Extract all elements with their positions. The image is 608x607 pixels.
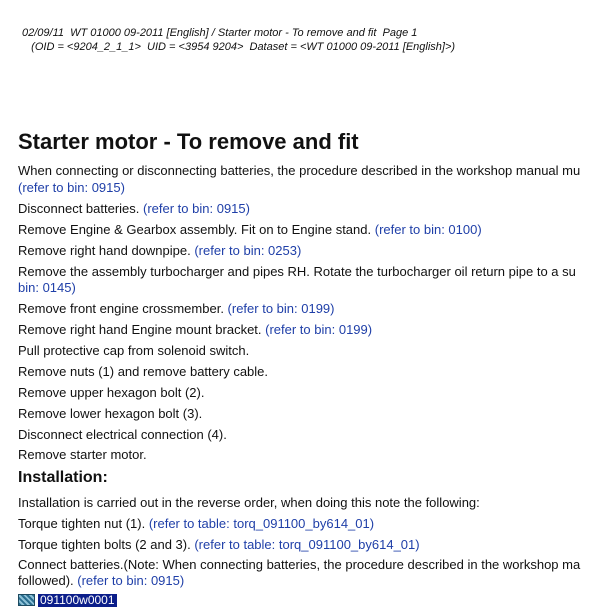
step-text: Remove Engine & Gearbox assembly. Fit on to Engine stand. <box>18 222 375 237</box>
page-title: Starter motor - To remove and fit <box>18 129 359 154</box>
step-text: Disconnect batteries. <box>18 201 144 216</box>
step-link[interactable]: (refer to bin: 0915) <box>77 573 185 588</box>
step-link[interactable]: (refer to table: torq_091100_by614_01) <box>148 516 375 531</box>
intro-link[interactable]: (refer to bin: 0915) <box>18 180 125 195</box>
installation-heading: Installation: <box>18 469 108 486</box>
step-link[interactable]: (refer to bin: 0199) <box>265 322 373 337</box>
step-link[interactable]: (refer to bin: 0199) <box>227 301 335 316</box>
step-link[interactable]: bin: 0145) <box>18 280 76 295</box>
step-remove-turbocharger: Remove the assembly turbocharger and pipes RH. Rotate the turbocharger oil return pipe to a su <box>18 264 576 279</box>
step-link[interactable]: (refer to bin: 0100) <box>374 222 482 237</box>
step-text: Torque tighten bolts (2 and 3). <box>18 537 195 552</box>
step-text: followed). <box>18 573 78 588</box>
step-remove-lower-bolt: Remove lower hexagon bolt (3). <box>18 406 203 421</box>
install-step-torque-bolts <box>18 537 420 553</box>
step-disconnect-electrical: Disconnect electrical connection (4). <box>18 427 227 442</box>
step-disconnect-batteries <box>18 201 250 217</box>
step-remove-nuts: Remove nuts (1) and remove battery cable. <box>18 364 269 379</box>
step-remove-upper-bolt: Remove upper hexagon bolt (2). <box>18 385 205 400</box>
figure-label[interactable]: 091100w0001 <box>40 592 115 607</box>
page-header <box>22 26 455 54</box>
installation-intro: Installation is carried out in the reverse order, when doing this note the following: <box>18 495 480 510</box>
step-remove-crossmember <box>18 301 335 317</box>
step-remove-starter: Remove starter motor. <box>18 447 147 462</box>
step-text: Remove right hand Engine mount bracket. <box>18 322 266 337</box>
step-link[interactable]: (refer to bin: 0253) <box>194 243 302 258</box>
intro-link-line <box>18 180 125 196</box>
step-pull-cap: Pull protective cap from solenoid switch. <box>18 343 250 358</box>
step-text: Remove front engine crossmember. <box>18 301 228 316</box>
step-link[interactable]: (refer to table: torq_091100_by614_01) <box>194 537 420 552</box>
step-remove-engine-mount <box>18 322 372 338</box>
figure-link[interactable] <box>18 593 117 607</box>
step-remove-engine-gearbox <box>18 222 482 238</box>
step-link[interactable]: (refer to bin: 0915) <box>143 201 250 216</box>
install-step-torque-nut <box>18 516 374 532</box>
install-step-connect-batteries-cont <box>18 573 184 589</box>
image-icon <box>18 594 35 606</box>
intro-text: When connecting or disconnecting batteries, the procedure described in the workshop manual mu <box>18 163 581 178</box>
install-step-connect-batteries: Connect batteries.(Note: When connecting batteries, the procedure described in the workshop ma <box>18 557 581 572</box>
header-line-1: 02/09/11 WT 01000 09-2011 [English] / Starter motor - To remove and fit Page 1 <box>22 27 418 39</box>
step-remove-downpipe <box>18 243 301 259</box>
step-text: Remove right hand downpipe. <box>18 243 195 258</box>
step-text: Torque tighten nut (1). <box>18 516 149 531</box>
header-line-2: (OID = <9204_2_1_1> UID = <3954 9204> Dataset = <WT 01000 09-2011 [English]>) <box>22 41 456 53</box>
step-turbocharger-link-line <box>18 280 76 296</box>
